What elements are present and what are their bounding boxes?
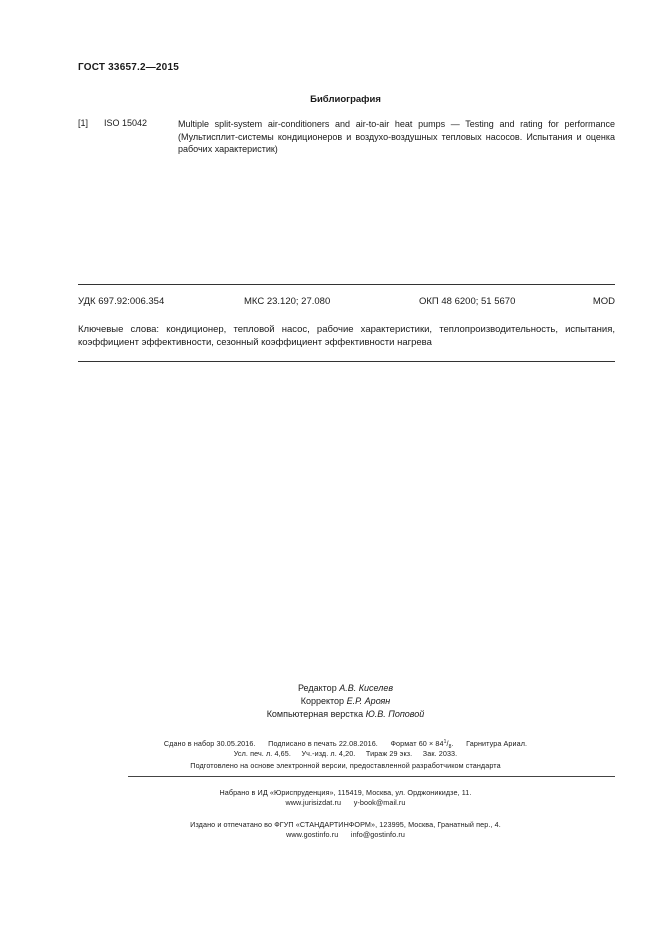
typeface: Гарнитура Ариал. — [466, 739, 528, 748]
keywords: Ключевые слова: кондиционер, тепловой насос, рабочие характеристики, теплопроизводительность, испытания, коэффициент эффективности, сезонный коэффициент эффективности нагрева — [78, 324, 615, 348]
editor-name: А.В. Киселев — [339, 683, 394, 693]
corrector-name: Е.Р. Ароян — [346, 696, 391, 706]
editor-label: Редактор — [297, 683, 337, 693]
print-run: Тираж 29 экз. — [365, 749, 413, 758]
bibliography-entry-code: ISO 15042 — [104, 118, 148, 128]
print-sheets: Усл. печ. л. 4,65. — [233, 749, 291, 758]
bibliography-entry-text: Multiple split-system air-conditioners and air-to-air heat pumps — Testing and rating for performance (Мультисплит-системы кондиционеров и воздухо-воздушных тепловых насосов. Испытания и оценка рабочих характеристик) — [178, 119, 615, 154]
divider-top — [78, 284, 615, 285]
corrector-label: Корректор — [300, 696, 345, 706]
bibliography-title: Библиография — [310, 94, 381, 105]
mks-code: МКС 23.120; 27.080 — [244, 296, 331, 307]
layout-name: Ю.В. Поповой — [365, 709, 425, 719]
bibliography-entry-number: [1] — [78, 118, 89, 128]
typeset-email-link[interactable]: y-book@mail.ru — [353, 798, 406, 807]
corrector-line — [0, 695, 661, 708]
okp-code: ОКП 48 6200; 51 5670 — [419, 296, 516, 307]
layout-label: Компьютерная верстка — [266, 709, 364, 719]
classification-row — [78, 296, 615, 308]
editor-line — [0, 682, 661, 695]
submitted-date: Сдано в набор 30.05.2016. — [163, 739, 256, 748]
published-contacts — [0, 830, 661, 840]
typeset-info: Набрано в ИД «Юриспруденция», 115419, Москва, ул. Орджоникидзе, 11. — [219, 788, 472, 797]
mod-label: MOD — [592, 296, 615, 307]
order-number: Зак. 2033. — [422, 749, 458, 758]
typeset-contacts — [0, 798, 661, 808]
standard-code: ГОСТ 33657.2—2015 — [78, 62, 179, 73]
edition-sheets: Уч.-изд. л. 4,20. — [301, 749, 356, 758]
published-site-link[interactable]: www.gostinfo.ru — [286, 830, 339, 839]
layout-line — [0, 708, 661, 721]
divider-bottom — [78, 361, 615, 362]
signed-date: Подписано в печать 22.08.2016. — [268, 739, 378, 748]
imprint-divider — [128, 776, 615, 777]
typeset-site-link[interactable]: www.jurisizdat.ru — [285, 798, 342, 807]
published-email-link[interactable]: info@gostinfo.ru — [350, 830, 405, 839]
imprint-line-2 — [0, 749, 661, 759]
imprint-line-1: Сдано в набор 30.05.2016. Подписано в печать 22.08.2016. Формат $60 \times 84^1/_8$. Гарнитура Ариал. — [163, 739, 528, 750]
udk-code: УДК 697.92:006.354 — [78, 296, 165, 307]
paper-format: Формат $60 \times 84^1/_8$ — [390, 739, 452, 750]
published-info: Издано и отпечатано во ФГУП «СТАНДАРТИНФОРМ», 123995, Москва, Гранатный пер., 4. — [190, 820, 501, 829]
prepared-note: Подготовлено на основе электронной версии, предоставленной разработчиком стандарта — [190, 761, 501, 770]
